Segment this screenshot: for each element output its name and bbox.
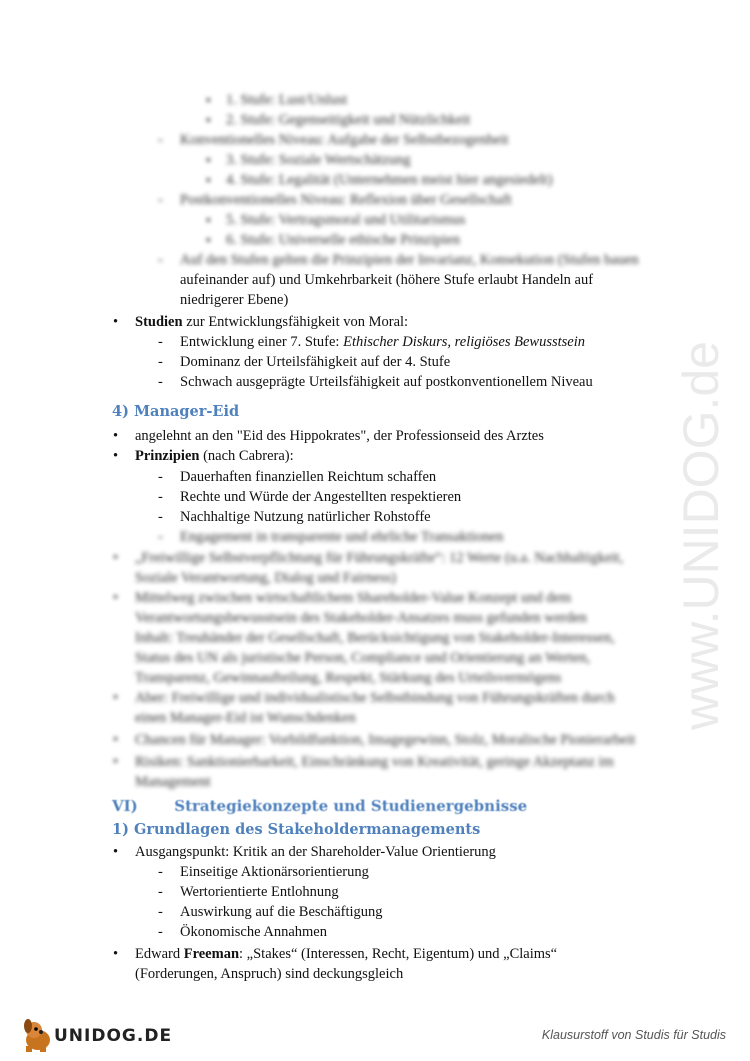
watermark-text: www.UNIDOG.de: [673, 341, 729, 730]
sub-item: - Ökonomische Annahmen: [180, 922, 327, 942]
section-heading-manager-eid: 4) Manager-Eid: [112, 403, 240, 420]
sub-item: [180, 332, 585, 352]
blurred-line: einen Manager-Eid ist Wunschdenken: [135, 710, 356, 726]
sub-item: - Schwach ausgeprägte Urteilsfähigkeit auf postkonventionellem Niveau: [180, 372, 593, 392]
blurred-line: ▪ 6. Stufe: Universelle ethische Prinzipien: [226, 230, 460, 250]
bold-term: Studien: [135, 314, 183, 330]
paragraph-line: (Forderungen, Anspruch) sind deckungsgleich: [135, 966, 404, 982]
sub-item: - Dominanz der Urteilsfähigkeit auf der 4. Stufe: [180, 352, 450, 372]
bullet-studien: [135, 312, 408, 332]
bullet-prinzipien: [135, 446, 294, 466]
blurred-line: Status des UN als juristische Person, Compliance und Orientierung an Werten,: [135, 650, 591, 666]
unidog-logo: [20, 1016, 173, 1056]
sub-item: - Rechte und Würde der Angestellten respektieren: [180, 487, 461, 507]
blurred-line: - Engagement in transparente und ehrliche Transaktionen: [180, 527, 503, 547]
blurred-line: Inhalt: Treuhänder der Gesellschaft, Berücksichtigung von Stakeholder-Interessen,: [135, 630, 615, 646]
blurred-line: Verantwortungsbewusstsein des Stakeholder-Ansatzes muss gefunden werden: [135, 610, 587, 626]
blurred-line: ▪ 1. Stufe: Lust/Unlust: [226, 90, 347, 110]
sub-item: - Dauerhaften finanziellen Reichtum schaffen: [180, 467, 436, 487]
sub-item: - Auswirkung auf die Beschäftigung: [180, 902, 383, 922]
bullet-item: • angelehnt an den "Eid des Hippokrates", der Professionseid des Arztes: [135, 426, 544, 446]
chapter-heading: [112, 797, 527, 815]
sub-item: - Wertorientierte Entlohnung: [180, 882, 339, 902]
blurred-line: Management: [135, 774, 211, 790]
footer-tagline: Klausurstoff von Studis für Studis: [541, 1028, 726, 1042]
bullet-item: • Ausgangspunkt: Kritik an der Shareholder-Value Orientierung: [135, 842, 496, 862]
blurred-line: Transparenz, Gewinnaufteilung, Respekt, Stärkung des Urteilsvermögens: [135, 670, 562, 686]
blurred-line: • Aber: Freiwillige und individualistische Selbstbindung von Führungskräften durch: [135, 688, 615, 708]
bullet-text: (nach Cabrera):: [199, 448, 294, 464]
bullet-text: zur Entwicklungsfähigkeit von Moral:: [182, 314, 409, 330]
paragraph-line: niedrigerer Ebene): [180, 292, 289, 308]
blurred-line: - Postkonventionelles Niveau: Reflexion über Gesellschaft: [180, 190, 512, 210]
bold-term: Prinzipien: [135, 448, 200, 464]
watermark: [660, 270, 740, 740]
sub-item: - Einseitige Aktionärsorientierung: [180, 862, 369, 882]
sub-item-text: Entwicklung einer 7. Stufe:: [180, 334, 344, 350]
bold-term: Freeman: [183, 946, 240, 962]
blurred-line: • Risiken: Sanktionierbarkeit, Einschränkung von Kreativität, geringe Akzeptanz im: [135, 752, 614, 772]
chapter-title: Strategiekonzepte und Studienergebnisse: [174, 797, 528, 815]
logo-text: UNIDOG.DE: [54, 1026, 173, 1046]
sub-item-italic: Ethischer Diskurs, religiöses Bewusstsein: [343, 334, 586, 350]
blurred-line: ▪ 4. Stufe: Legalität (Unternehmen meist hier angesiedelt): [226, 170, 553, 190]
blurred-line: • „Freiwillige Selbstverpflichtung für Führungskräfte“: 12 Werte (u.a. Nachhaltigkeit,: [135, 548, 623, 568]
bullet-text: : „Stakes“ (Interessen, Recht, Eigentum) und „Claims“: [239, 946, 558, 962]
sub-item: - Nachhaltige Nutzung natürlicher Rohstoffe: [180, 507, 431, 527]
paragraph-line: aufeinander auf) und Umkehrbarkeit (höhere Stufe erlaubt Handeln auf: [180, 272, 594, 288]
blurred-line: - Auf den Stufen gelten die Prinzipien der Invarianz, Konsekution (Stufen bauen: [180, 250, 639, 270]
blurred-line: ▪ 3. Stufe: Soziale Wertschätzung: [226, 150, 411, 170]
blurred-line: • Chancen für Manager: Vorbildfunktion, Imagegewinn, Stolz, Moralische Pionierarbeit: [135, 730, 635, 750]
chapter-number: VI): [112, 797, 138, 815]
blurred-line: - Konventionelles Niveau: Aufgabe der Selbstbezogenheit: [180, 130, 509, 150]
blurred-line: ▪ 2. Stufe: Gegenseitigkeit und Nützlichkeit: [226, 110, 470, 130]
section-heading-grundlagen: 1) Grundlagen des Stakeholdermanagements: [112, 821, 481, 838]
bullet-freeman: [135, 944, 557, 964]
blurred-line: Soziale Verantwortung, Dialog und Fairness): [135, 570, 397, 586]
blurred-line: ▪ 5. Stufe: Vertragsmoral und Utilitarismus: [226, 210, 465, 230]
blurred-line: • Mittelweg zwischen wirtschaftlichem Shareholder-Value Konzept und dem: [135, 588, 571, 608]
bullet-text: Edward: [135, 946, 184, 962]
